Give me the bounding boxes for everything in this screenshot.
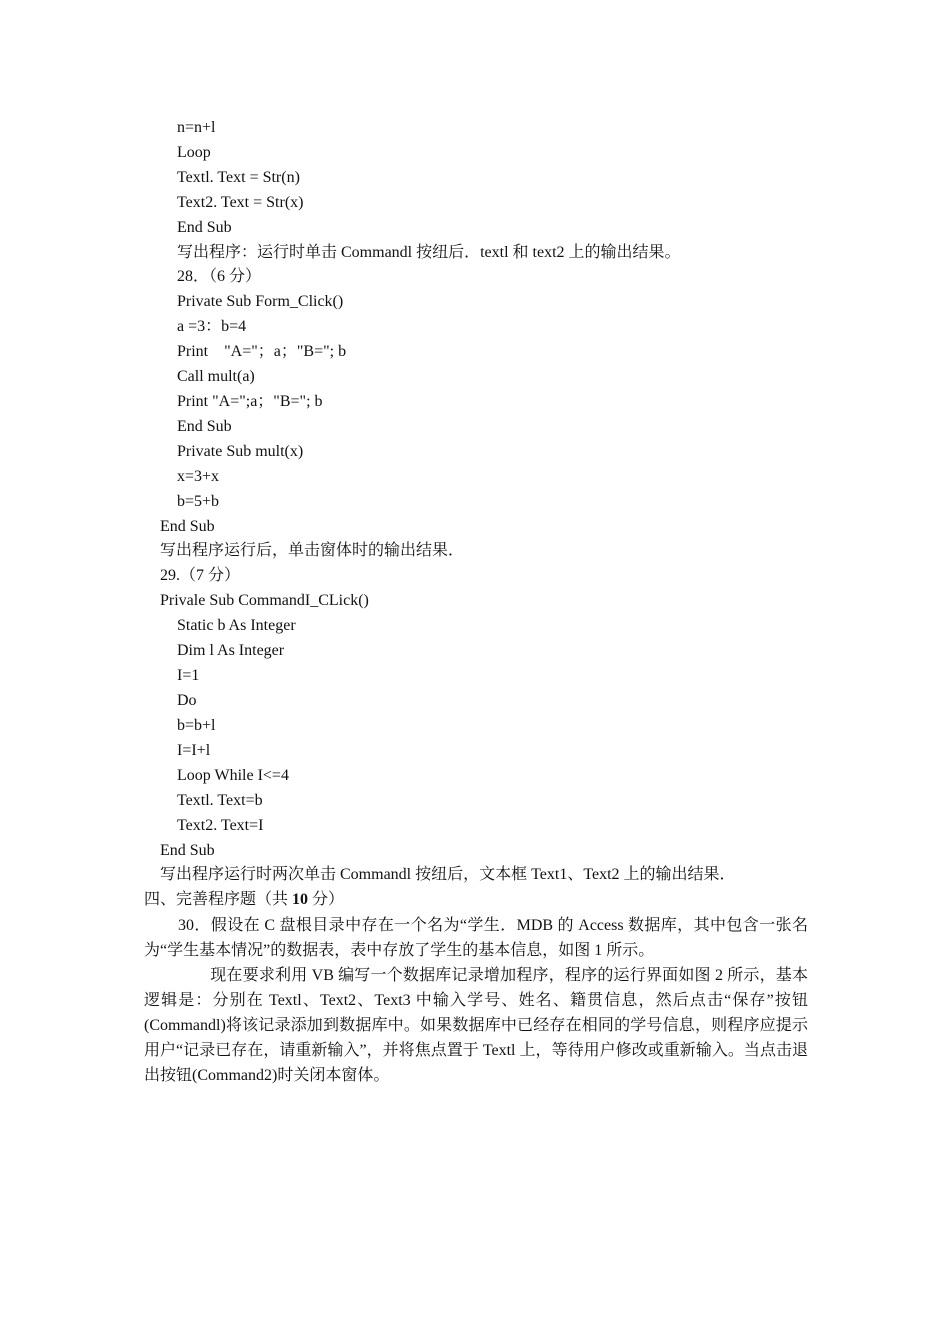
code-line: I=1 — [177, 667, 200, 684]
code-line: Textl. Text = Str(n) — [177, 169, 300, 186]
question-paragraph-text: 现在要求利用 VB 编写一个数据库记录增加程序，程序的运行界面如图 2 所示，基本逻辑是：分别在 Textl、Text2、Text3 中输入学号、姓名、籍贯信息，然后点击“保存”按钮(Commandl)将该记录添加到数据库中。如果数据库中已经存在相同的学号信息，则程序应提示用户“记录已存在，请重新输入”，并将焦点置于 Textl 上，等待用户修改或重新输入。当点击退出按钮(Command2)时关闭本窗体。 — [144, 967, 808, 1084]
code-line: Static b As Integer — [177, 617, 296, 634]
section-title-prefix: 四、完善程序题（共 — [144, 891, 293, 908]
code-line: I=I+l — [177, 742, 211, 759]
section-title-suffix: 分） — [308, 891, 345, 908]
code-line: End Sub — [160, 518, 215, 535]
code-line: n=n+l — [177, 119, 216, 136]
question-paragraph — [144, 913, 808, 963]
section-title-points: 10 — [292, 891, 309, 908]
code-line: End Sub — [160, 842, 215, 859]
code-line: End Sub — [177, 219, 232, 236]
code-line: Privale Sub CommandI_CLick() — [160, 592, 369, 609]
code-line: End Sub — [177, 418, 232, 435]
code-line: a =3：b=4 — [177, 318, 247, 335]
question-paragraph-text: 30．假设在 C 盘根目录中存在一个名为“学生．MDB 的 Access 数据库，其中包含一张名为“学生基本情况”的数据表，表中存放了学生的基本信息，如图 1 所示。 — [144, 917, 808, 959]
code-line: Loop — [177, 144, 211, 161]
question-paragraph — [144, 963, 808, 1088]
code-line: Print "A="；a；"B="; b — [177, 343, 347, 360]
code-line: Text2. Text=I — [177, 817, 264, 834]
code-line: b=5+b — [177, 493, 220, 510]
code-line: x=3+x — [177, 468, 220, 485]
section-title — [144, 889, 344, 911]
question-header: 28．（6 分） — [177, 268, 262, 285]
code-line: Textl. Text=b — [177, 792, 263, 809]
question-prompt: 写出程序：运行时单击 Commandl 按纽后．textl 和 text2 上的输出结果。 — [177, 244, 681, 261]
code-line: Do — [177, 692, 197, 709]
question-header: 29.（7 分） — [160, 567, 241, 584]
code-line: Print "A=";a；"B="; b — [177, 393, 323, 410]
code-line: Dim l As Integer — [177, 642, 285, 659]
question-prompt: 写出程序运行时两次单击 Commandl 按纽后，文本框 Text1、Text2 上的输出结果． — [160, 866, 736, 883]
question-prompt: 写出程序运行后，单击窗体时的输出结果． — [160, 542, 465, 559]
code-line: Private Sub Form_Click() — [177, 293, 344, 310]
code-line: Text2. Text = Str(x) — [177, 194, 304, 211]
code-line: Loop While I<=4 — [177, 767, 289, 784]
code-line: Call mult(a) — [177, 368, 255, 385]
code-line: Private Sub mult(x) — [177, 443, 304, 460]
code-line: b=b+l — [177, 717, 216, 734]
